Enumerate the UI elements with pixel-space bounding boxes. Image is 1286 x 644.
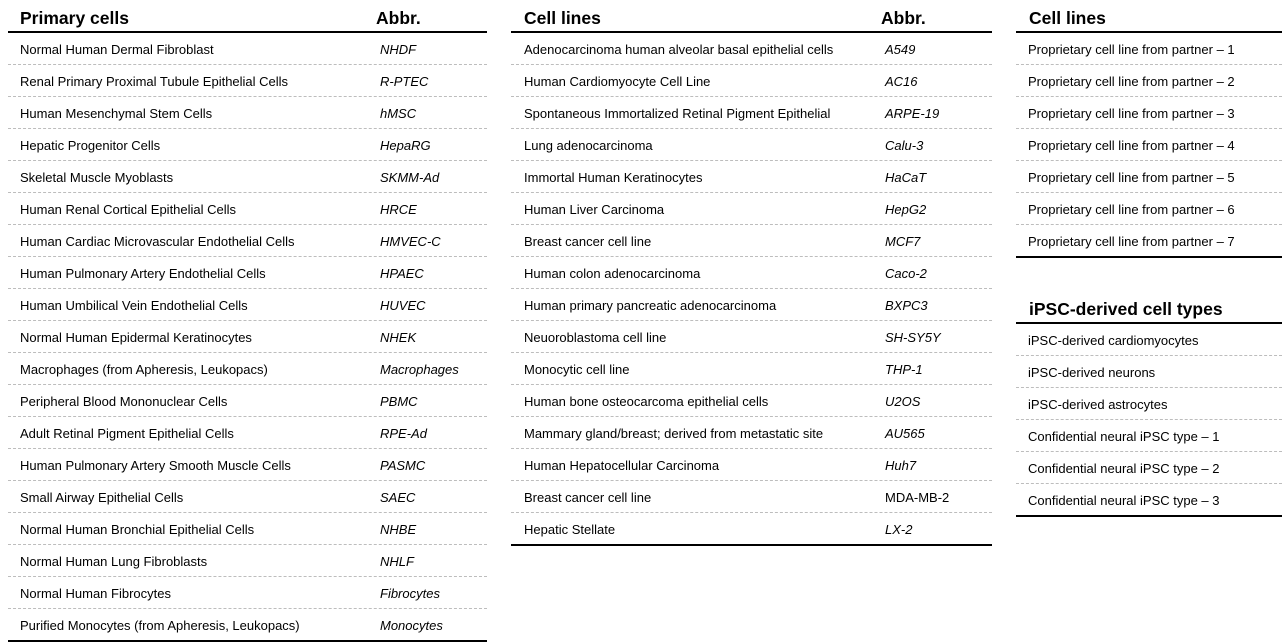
cell-name: Human Renal Cortical Epithelial Cells bbox=[20, 202, 237, 217]
cell-abbreviation: Monocytes bbox=[380, 618, 443, 633]
cell-abbreviation: BXPC3 bbox=[885, 298, 928, 313]
cell-name: Normal Human Fibrocytes bbox=[20, 586, 171, 601]
table-row bbox=[8, 609, 487, 642]
cell-name: Peripheral Blood Mononuclear Cells bbox=[20, 394, 228, 409]
cell-name: Normal Human Bronchial Epithelial Cells bbox=[20, 522, 255, 537]
primary-cells-header bbox=[8, 0, 487, 33]
cell-name: Monocytic cell line bbox=[524, 362, 630, 377]
cell-name: Macrophages (from Apheresis, Leukopacs) bbox=[20, 362, 268, 377]
cell-name: Hepatic Stellate bbox=[524, 522, 616, 537]
table-row bbox=[1016, 388, 1282, 420]
cell-name: Adult Retinal Pigment Epithelial Cells bbox=[20, 426, 234, 441]
cell-abbreviation: MDA-MB-2 bbox=[885, 490, 950, 505]
table-row bbox=[511, 257, 992, 289]
table-row bbox=[1016, 225, 1282, 258]
table-row bbox=[511, 65, 992, 97]
cell-abbreviation: Caco-2 bbox=[885, 266, 927, 281]
table-row bbox=[511, 449, 992, 481]
ipsc-rows bbox=[1016, 324, 1282, 517]
table-row bbox=[511, 225, 992, 257]
table-row bbox=[511, 33, 992, 65]
cell-abbreviation: HaCaT bbox=[885, 170, 927, 185]
cell-name: Renal Primary Proximal Tubule Epithelial Cells bbox=[20, 74, 289, 89]
cell-abbreviation: Calu-3 bbox=[885, 138, 924, 153]
table-row bbox=[511, 289, 992, 321]
cell-abbreviation: HPAEC bbox=[380, 266, 424, 281]
cell-name: Human Cardiomyocyte Cell Line bbox=[524, 74, 711, 89]
table-row bbox=[8, 129, 487, 161]
cell-abbreviation: PASMC bbox=[380, 458, 426, 473]
cell-name: Human Liver Carcinoma bbox=[524, 202, 665, 217]
cell-abbreviation: HUVEC bbox=[380, 298, 426, 313]
cell-name: Human bone osteocarcoma epithelial cells bbox=[524, 394, 769, 409]
primary-cells-title: Primary cells bbox=[20, 8, 129, 28]
cell-abbreviation: R-PTEC bbox=[380, 74, 429, 89]
cell-name: Neuoroblastoma cell line bbox=[524, 330, 667, 345]
table-row bbox=[511, 129, 992, 161]
table-row bbox=[8, 577, 487, 609]
cell-name: Confidential neural iPSC type – 1 bbox=[1028, 429, 1220, 444]
cell-name: Immortal Human Keratinocytes bbox=[524, 170, 703, 185]
table-row bbox=[511, 513, 992, 546]
cell-abbreviation: SAEC bbox=[380, 490, 416, 505]
table-row bbox=[8, 449, 487, 481]
table-row bbox=[8, 161, 487, 193]
cell-abbreviation: HMVEC-C bbox=[380, 234, 441, 249]
table-row bbox=[1016, 356, 1282, 388]
table-row bbox=[511, 481, 992, 513]
table-row bbox=[511, 417, 992, 449]
table-row bbox=[1016, 33, 1282, 65]
cell-name: Normal Human Dermal Fibroblast bbox=[20, 42, 214, 57]
table-row bbox=[1016, 161, 1282, 193]
cell-name: Normal Human Lung Fibroblasts bbox=[20, 554, 208, 569]
cell-abbreviation: Fibrocytes bbox=[380, 586, 440, 601]
cell-name: Breast cancer cell line bbox=[524, 490, 652, 505]
cell-lines-abbr-header: Abbr. bbox=[881, 8, 926, 28]
cell-lines-title: Cell lines bbox=[524, 8, 601, 28]
cell-name: Human Cardiac Microvascular Endothelial Cells bbox=[20, 234, 295, 249]
cell-name: Confidential neural iPSC type – 3 bbox=[1028, 493, 1220, 508]
table-row bbox=[8, 353, 487, 385]
cell-lines-table bbox=[511, 0, 992, 546]
table-row bbox=[1016, 452, 1282, 484]
table-row bbox=[1016, 97, 1282, 129]
cell-abbreviation: MCF7 bbox=[885, 234, 921, 249]
cell-abbreviation: A549 bbox=[885, 42, 916, 57]
cell-abbreviation: HRCE bbox=[380, 202, 417, 217]
table-row bbox=[8, 545, 487, 577]
cell-abbreviation: NHLF bbox=[380, 554, 414, 569]
table-row bbox=[1016, 65, 1282, 97]
cell-name: Human Pulmonary Artery Smooth Muscle Cells bbox=[20, 458, 291, 473]
table-row bbox=[8, 225, 487, 257]
table-row bbox=[511, 321, 992, 353]
table-row bbox=[8, 65, 487, 97]
cell-abbreviation: PBMC bbox=[380, 394, 418, 409]
table-row bbox=[8, 321, 487, 353]
table-row bbox=[1016, 484, 1282, 517]
partner-cell-lines-title: Cell lines bbox=[1029, 8, 1106, 28]
cell-name: Human Umbilical Vein Endothelial Cells bbox=[20, 298, 248, 313]
cell-abbreviation: ARPE-19 bbox=[885, 106, 940, 121]
cell-name: Lung adenocarcinoma bbox=[524, 138, 653, 153]
table-row bbox=[8, 481, 487, 513]
cell-abbreviation: HepaRG bbox=[380, 138, 431, 153]
cell-name: Proprietary cell line from partner – 5 bbox=[1028, 170, 1235, 185]
cell-abbreviation: AU565 bbox=[885, 426, 925, 441]
cell-name: Proprietary cell line from partner – 2 bbox=[1028, 74, 1235, 89]
cell-name: Proprietary cell line from partner – 1 bbox=[1028, 42, 1235, 57]
table-row bbox=[8, 97, 487, 129]
primary-cells-table bbox=[8, 0, 487, 642]
cell-name: Small Airway Epithelial Cells bbox=[20, 490, 184, 505]
cell-name: iPSC-derived cardiomyocytes bbox=[1028, 333, 1199, 348]
cell-lines-header bbox=[511, 0, 992, 33]
cell-name: Confidential neural iPSC type – 2 bbox=[1028, 461, 1220, 476]
cell-abbreviation: AC16 bbox=[885, 74, 918, 89]
cell-name: Hepatic Progenitor Cells bbox=[20, 138, 161, 153]
cell-name: Skeletal Muscle Myoblasts bbox=[20, 170, 174, 185]
cell-abbreviation: HepG2 bbox=[885, 202, 927, 217]
cell-name: Mammary gland/breast; derived from metastatic site bbox=[524, 426, 824, 441]
table-row bbox=[1016, 129, 1282, 161]
cell-abbreviation: U2OS bbox=[885, 394, 921, 409]
partner-cell-lines-table bbox=[1016, 0, 1282, 258]
table-row bbox=[511, 353, 992, 385]
table-row bbox=[1016, 420, 1282, 452]
ipsc-table bbox=[1016, 291, 1282, 517]
table-row bbox=[8, 385, 487, 417]
cell-abbreviation: LX-2 bbox=[885, 522, 913, 537]
cell-name: iPSC-derived neurons bbox=[1028, 365, 1156, 380]
cell-abbreviation: SH-SY5Y bbox=[885, 330, 941, 345]
table-row bbox=[511, 161, 992, 193]
partner-and-ipsc-column bbox=[1016, 0, 1282, 517]
cell-name: Human Mesenchymal Stem Cells bbox=[20, 106, 213, 121]
cell-abbreviation: NHEK bbox=[380, 330, 417, 345]
cell-abbreviation: NHBE bbox=[380, 522, 417, 537]
cell-name: Human Hepatocellular Carcinoma bbox=[524, 458, 720, 473]
cell-name: Proprietary cell line from partner – 6 bbox=[1028, 202, 1235, 217]
table-row bbox=[8, 417, 487, 449]
table-row bbox=[1016, 324, 1282, 356]
cell-name: Spontaneous Immortalized Retinal Pigment Epithelial bbox=[524, 106, 831, 121]
cell-name: Adenocarcinoma human alveolar basal epithelial cells bbox=[524, 42, 834, 57]
primary-abbr-header: Abbr. bbox=[376, 8, 421, 28]
table-row bbox=[1016, 193, 1282, 225]
cell-abbreviation: RPE-Ad bbox=[380, 426, 427, 441]
cell-abbreviation: Macrophages bbox=[380, 362, 459, 377]
cell-name: iPSC-derived astrocytes bbox=[1028, 397, 1168, 412]
ipsc-header bbox=[1016, 291, 1282, 324]
cell-name: Normal Human Epidermal Keratinocytes bbox=[20, 330, 252, 345]
cell-abbreviation: hMSC bbox=[380, 106, 417, 121]
partner-cell-lines-header bbox=[1016, 0, 1282, 33]
table-row bbox=[8, 289, 487, 321]
cell-name: Proprietary cell line from partner – 3 bbox=[1028, 106, 1235, 121]
table-row bbox=[8, 513, 487, 545]
cell-abbreviation: THP-1 bbox=[885, 362, 923, 377]
cell-name: Purified Monocytes (from Apheresis, Leukopacs) bbox=[20, 618, 300, 633]
table-row bbox=[511, 193, 992, 225]
cell-lines-rows bbox=[511, 33, 992, 546]
cell-abbreviation: NHDF bbox=[380, 42, 417, 57]
cell-name: Human colon adenocarcinoma bbox=[524, 266, 701, 281]
cell-name: Proprietary cell line from partner – 7 bbox=[1028, 234, 1235, 249]
table-row bbox=[511, 97, 992, 129]
cell-name: Human primary pancreatic adenocarcinoma bbox=[524, 298, 777, 313]
cell-name: Human Pulmonary Artery Endothelial Cells bbox=[20, 266, 266, 281]
primary-cells-rows bbox=[8, 33, 487, 642]
cell-abbreviation: SKMM-Ad bbox=[380, 170, 440, 185]
table-row bbox=[511, 385, 992, 417]
cell-name: Proprietary cell line from partner – 4 bbox=[1028, 138, 1235, 153]
table-row bbox=[8, 257, 487, 289]
partner-cell-lines-rows bbox=[1016, 33, 1282, 258]
ipsc-title: iPSC-derived cell types bbox=[1029, 299, 1223, 319]
table-row bbox=[8, 193, 487, 225]
table-row bbox=[8, 33, 487, 65]
cell-abbreviation: Huh7 bbox=[885, 458, 917, 473]
cell-name: Breast cancer cell line bbox=[524, 234, 652, 249]
